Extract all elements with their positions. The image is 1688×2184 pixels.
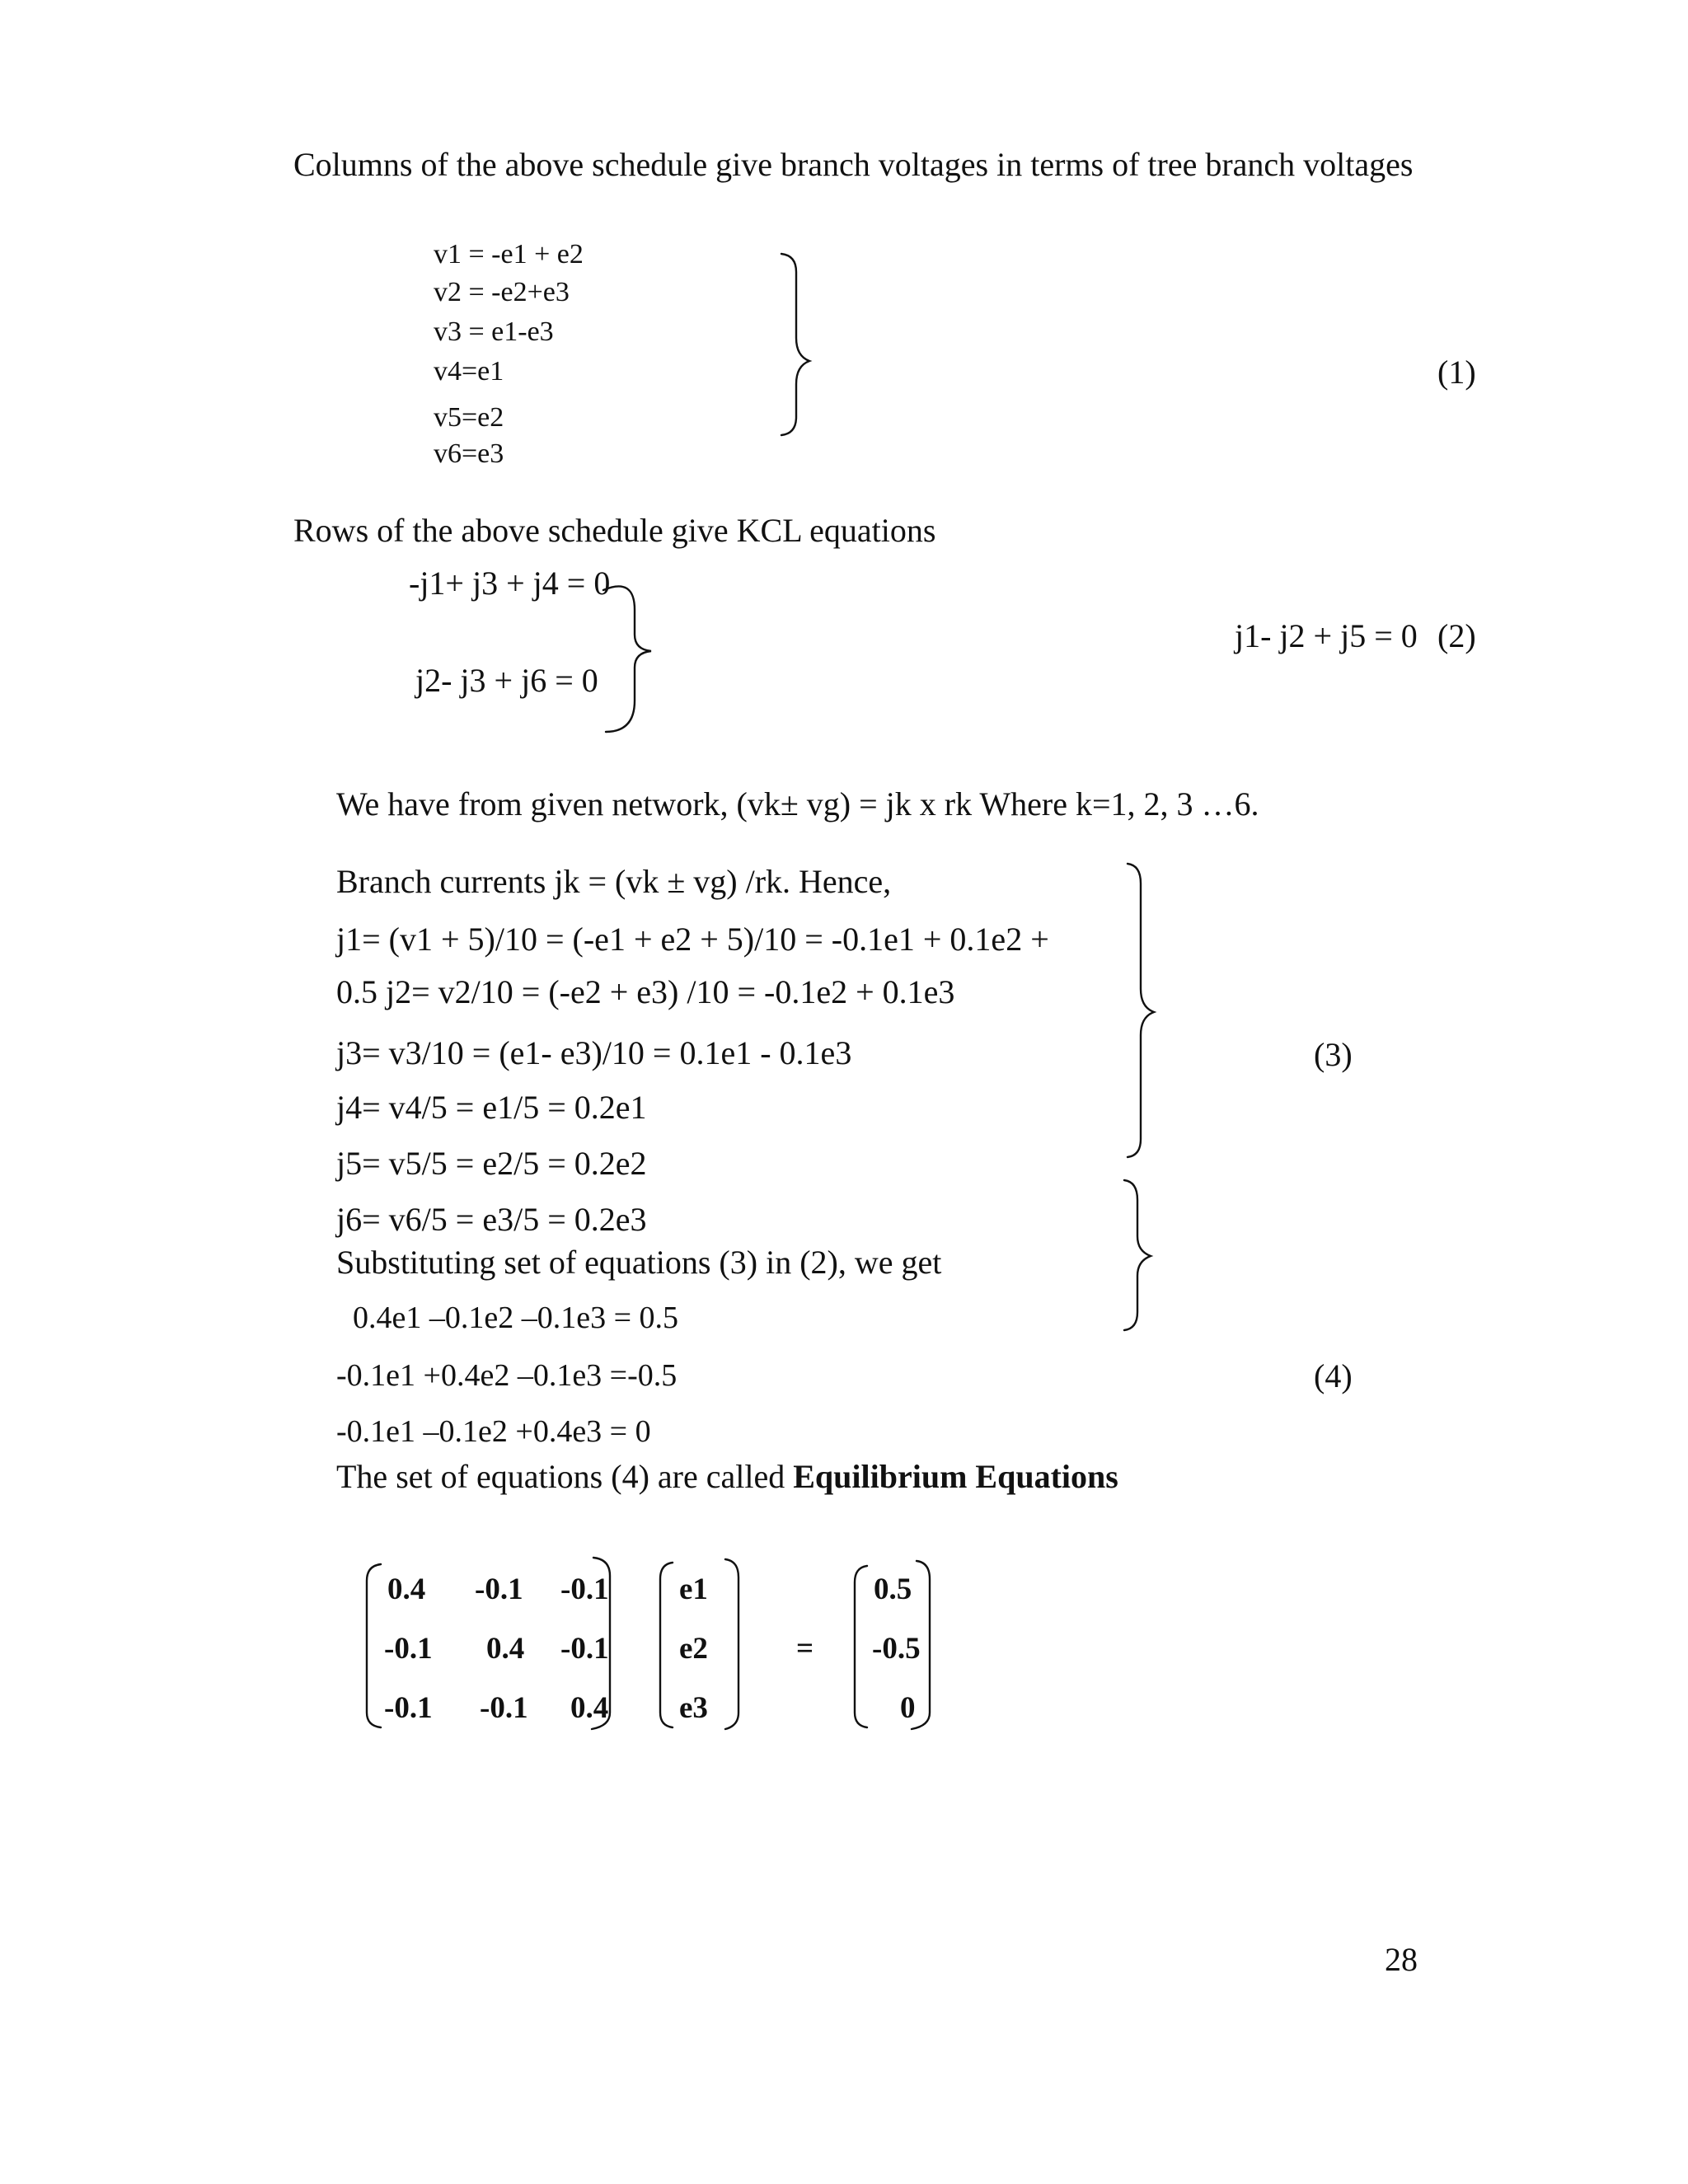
vector-x-right-bracket <box>725 1559 738 1729</box>
eq1-line-4: v4=e1 <box>434 356 504 387</box>
matrix-a-left-bracket <box>367 1564 381 1727</box>
network-statement: We have from given network, (vk± vg) = jk x rk Where k=1, 2, 3 …6. <box>336 785 1259 823</box>
kcl-intro: Rows of the above schedule give KCL equations <box>293 512 936 549</box>
equals-sign: = <box>796 1632 814 1666</box>
eq1-line-3: v3 = e1-e3 <box>434 316 554 347</box>
vector-b-left-bracket <box>855 1566 867 1727</box>
matrix-a-1-3: -0.1 <box>560 1572 609 1606</box>
right-brace-eq1 <box>781 254 809 435</box>
eq1-number: (1) <box>1437 354 1476 391</box>
eq4-line-1: 0.4e1 –0.1e2 –0.1e3 = 0.5 <box>353 1301 679 1335</box>
kcl-line-2: j2- j3 + j6 = 0 <box>415 662 598 699</box>
vector-b-3: 0 <box>900 1691 916 1725</box>
equilibrium-prefix: The set of equations (4) are called <box>336 1458 794 1495</box>
eq1-line-2: v2 = -e2+e3 <box>434 277 570 307</box>
vector-b-2: -0.5 <box>872 1632 921 1666</box>
vector-b-right-bracket <box>912 1561 930 1729</box>
right-brace-eq4 <box>1124 1180 1151 1330</box>
right-brace-eq3 <box>1128 864 1154 1157</box>
eq4-number: (4) <box>1314 1357 1353 1394</box>
vector-x-left-bracket <box>660 1563 673 1727</box>
vector-x-2: e2 <box>679 1632 708 1666</box>
eq3-line-5: j5= v5/5 = e2/5 = 0.2e2 <box>336 1145 647 1182</box>
matrix-a-2-1: -0.1 <box>384 1632 433 1666</box>
eq4-line-3: -0.1e1 –0.1e2 +0.4e3 = 0 <box>336 1414 651 1449</box>
eq2-number: (2) <box>1437 617 1476 654</box>
matrix-a-1-2: -0.1 <box>475 1572 523 1606</box>
vector-x-1: e1 <box>679 1572 708 1606</box>
matrix-a-1-1: 0.4 <box>387 1572 426 1606</box>
eq3-line-6: j6= v6/5 = e3/5 = 0.2e3 <box>336 1201 647 1238</box>
matrix-a-2-2: 0.4 <box>486 1632 525 1666</box>
eq4-line-2: -0.1e1 +0.4e2 –0.1e3 =-0.5 <box>336 1358 678 1393</box>
eq3-line-2: 0.5 j2= v2/10 = (-e2 + e3) /10 = -0.1e2 + 0.1e3 <box>336 973 955 1010</box>
matrix-a-3-2: -0.1 <box>480 1691 528 1725</box>
kcl-line-1: -j1+ j3 + j4 = 0 <box>409 565 611 602</box>
intro-text: Columns of the above schedule give branch voltages in terms of tree branch voltages <box>293 146 1414 183</box>
vector-b-1: 0.5 <box>874 1572 912 1606</box>
right-brace-kcl <box>603 586 651 732</box>
matrix-a-right-bracket <box>592 1558 610 1729</box>
eq3-line-3: j3= v3/10 = (e1- e3)/10 = 0.1e1 - 0.1e3 <box>336 1034 852 1071</box>
eq3-line-1: j1= (v1 + 5)/10 = (-e1 + e2 + 5)/10 = -0.1e1 + 0.1e2 + <box>336 921 1049 958</box>
equilibrium-bold: Equilibrium Equations <box>793 1458 1118 1495</box>
eq3-line-4: j4= v4/5 = e1/5 = 0.2e1 <box>336 1089 647 1126</box>
eq1-line-1: v1 = -e1 + e2 <box>434 239 584 269</box>
eq1-line-6: v6=e3 <box>434 438 504 469</box>
matrix-a-3-3: 0.4 <box>570 1691 609 1725</box>
substituting-text: Substituting set of equations (3) in (2), we get <box>336 1244 942 1281</box>
eq1-line-5: v5=e2 <box>434 402 504 433</box>
matrix-a-3-1: -0.1 <box>384 1691 433 1725</box>
matrix-a-2-3: -0.1 <box>560 1632 609 1666</box>
branch-currents-line: Branch currents jk = (vk ± vg) /rk. Hence, <box>336 863 892 900</box>
eq3-number: (3) <box>1314 1036 1353 1073</box>
kcl-right-equation: j1- j2 + j5 = 0 <box>1235 617 1418 654</box>
vector-x-3: e3 <box>679 1691 708 1725</box>
page-number: 28 <box>1385 1941 1418 1978</box>
